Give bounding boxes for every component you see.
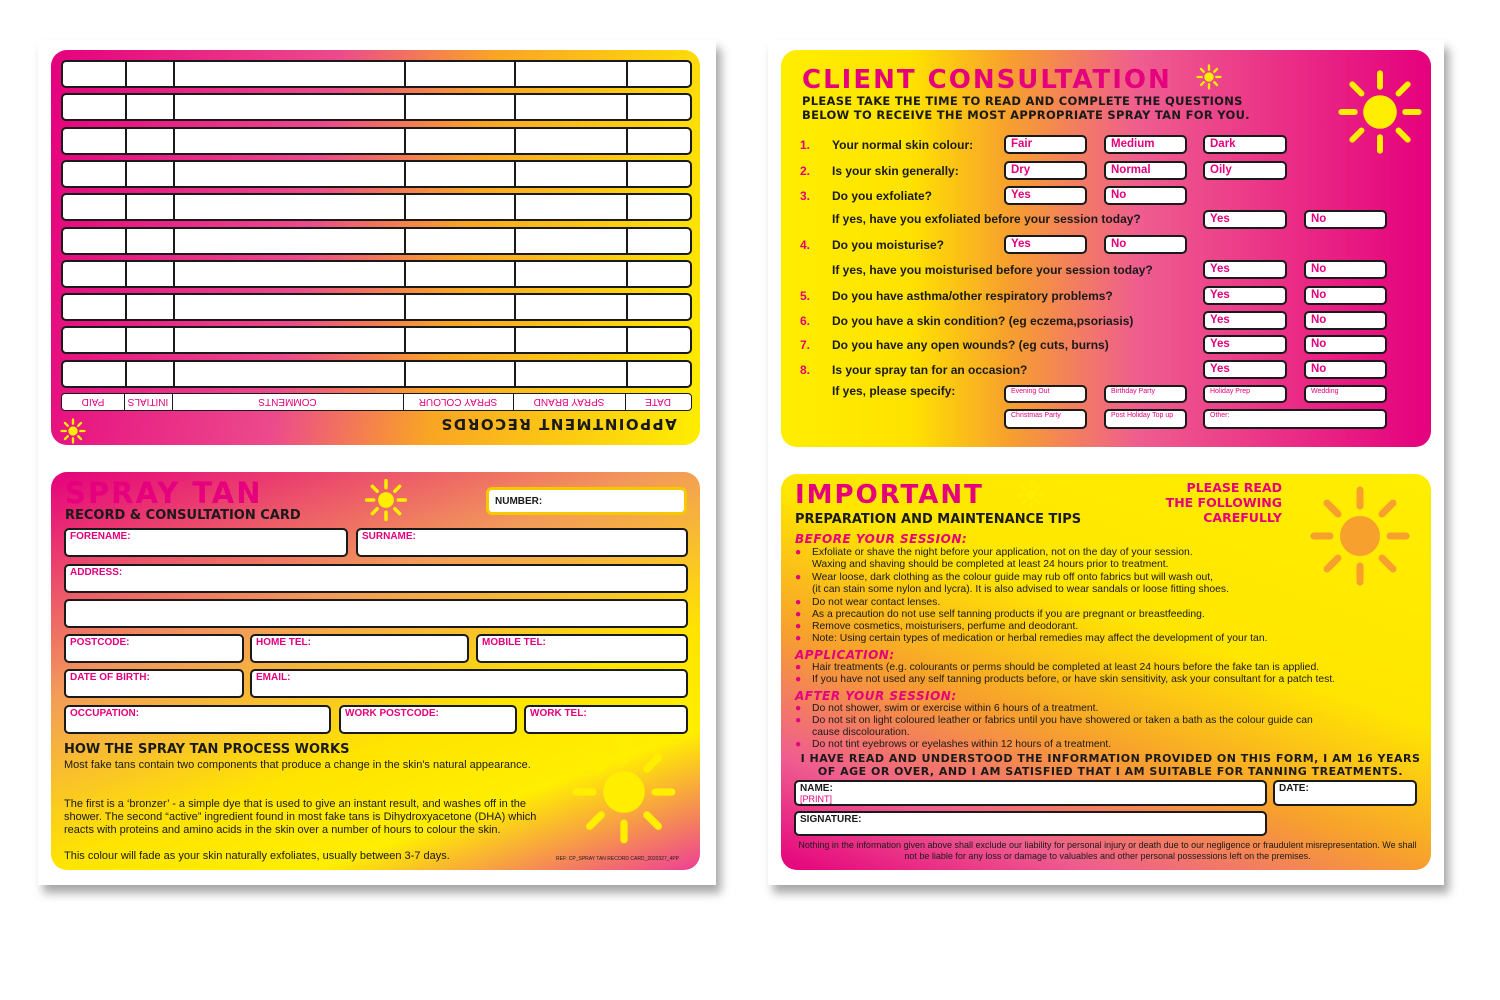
column-divider — [404, 195, 406, 219]
before-tip-1b-text: Waxing and shaving should be completed at least 24 hours prior to treatment. — [812, 559, 1169, 570]
occasion-post-holiday[interactable]: Post Holiday Top up — [1104, 409, 1187, 429]
column-divider — [125, 195, 127, 219]
column-divider — [404, 328, 406, 352]
column-divider — [404, 229, 406, 253]
column-divider — [404, 62, 406, 86]
sun-icon — [572, 740, 676, 844]
question-6-number: 6. — [800, 314, 811, 328]
after-tip-2b — [795, 727, 1415, 739]
occasion-evening-out[interactable]: Evening Out — [1004, 385, 1087, 403]
q7-no-option[interactable]: No — [1304, 335, 1387, 354]
before-session-heading: BEFORE YOUR SESSION: — [795, 532, 968, 546]
before-tip-2b-text: (it can stain some nylon and lycra). It is also advised to wear sandals or loose fitting shoes. — [812, 584, 1229, 595]
before-tip-6-text: Note: Using certain types of medication or herbal remedies may affect the development of your tan. — [812, 633, 1268, 644]
column-divider — [125, 129, 127, 153]
sun-icon — [1017, 481, 1045, 509]
postcode-field[interactable] — [64, 634, 244, 663]
name-print-field[interactable] — [794, 780, 1267, 806]
please-read-note — [1140, 480, 1282, 525]
q3b-yes-option[interactable]: Yes — [1203, 210, 1287, 229]
after-tip-2-text: Do not sit on light coloured leather or fabrics until you have showered or taken a bath as the colour guide can — [812, 715, 1313, 726]
header-spray-brand: SPRAY BRAND — [533, 396, 605, 408]
address-label: ADDRESS: — [70, 567, 123, 578]
home-tel-label: HOME TEL: — [256, 637, 311, 648]
after-tip-2b-text: cause discolouration. — [812, 727, 910, 738]
option-normal[interactable]: Normal — [1104, 161, 1187, 180]
column-divider — [173, 295, 175, 319]
email-field[interactable] — [250, 669, 688, 698]
date-field[interactable] — [1273, 780, 1417, 806]
column-divider — [173, 328, 175, 352]
before-tip-4-text: As a precaution do not use self tanning products if you are pregnant or breastfeeding. — [812, 609, 1205, 620]
column-divider — [514, 328, 516, 352]
question-6-text: Do you have a skin condition? (eg eczema,psoriasis) — [832, 314, 1134, 328]
mobile-tel-field[interactable] — [476, 634, 688, 663]
header-spray-colour: SPRAY COLOUR — [418, 396, 498, 408]
appointment-row[interactable] — [61, 60, 692, 88]
forename-field[interactable] — [64, 528, 348, 557]
occasion-birthday-party[interactable]: Birthday Party — [1104, 385, 1187, 403]
column-divider — [173, 162, 175, 186]
before-tip-2b — [795, 584, 1415, 596]
how-it-works-heading: HOW THE SPRAY TAN PROCESS WORKS — [64, 742, 350, 757]
important-title: IMPORTANT — [795, 480, 984, 510]
sun-icon — [60, 418, 86, 444]
appointment-row[interactable] — [61, 260, 692, 288]
question-4-text: Do you moisturise? — [832, 238, 945, 252]
work-tel-label: WORK TEL: — [530, 708, 587, 719]
appointment-row[interactable] — [61, 160, 692, 188]
column-divider — [173, 95, 175, 119]
occasion-christmas-party[interactable]: Christmas Party — [1004, 409, 1087, 429]
option-medium[interactable]: Medium — [1104, 135, 1187, 154]
please-read-line-3: CAREFULLY — [1203, 510, 1282, 525]
column-divider — [626, 362, 628, 386]
appointment-row[interactable] — [61, 93, 692, 121]
declaration — [798, 752, 1423, 778]
date-label: DATE: — [1279, 783, 1309, 794]
column-divider — [514, 162, 516, 186]
after-session-heading: AFTER YOUR SESSION: — [795, 689, 957, 703]
postcode-label: POSTCODE: — [70, 637, 130, 648]
column-divider — [626, 295, 628, 319]
column-divider — [125, 95, 127, 119]
consultation-instructions-1: PLEASE TAKE THE TIME TO READ AND COMPLETE THE QUESTIONS — [802, 94, 1243, 108]
column-divider — [626, 129, 628, 153]
name-label: NAME: — [800, 783, 833, 794]
column-divider — [404, 129, 406, 153]
q6-no-option[interactable]: No — [1304, 311, 1387, 330]
forename-label: FORENAME: — [70, 531, 131, 542]
sun-icon — [1310, 486, 1410, 586]
sun-icon — [364, 478, 408, 522]
occupation-field[interactable] — [64, 705, 331, 734]
column-divider — [514, 295, 516, 319]
header-date: DATE — [645, 396, 671, 408]
appointment-row[interactable] — [61, 127, 692, 155]
option-dry[interactable]: Dry — [1004, 161, 1087, 180]
column-divider — [173, 195, 175, 219]
q8-yes-option[interactable]: Yes — [1203, 360, 1287, 379]
column-divider — [404, 262, 406, 286]
reference-code: REF: CP_SPRAY TAN RECORD CARD_2020327_4PP — [556, 856, 680, 862]
column-divider — [173, 129, 175, 153]
date-of-birth-label: DATE OF BIRTH: — [70, 672, 150, 683]
q7-yes-option[interactable]: Yes — [1203, 335, 1287, 354]
q3-yes-option[interactable]: Yes — [1004, 186, 1087, 205]
question-7-number: 7. — [800, 338, 811, 352]
column-divider — [514, 262, 516, 286]
column-divider — [125, 62, 127, 86]
appointment-row[interactable] — [61, 293, 692, 321]
signature-label: SIGNATURE: — [800, 814, 862, 825]
column-divider — [626, 95, 628, 119]
column-divider — [514, 62, 516, 86]
column-divider — [125, 295, 127, 319]
how-it-works-paragraph-1: Most fake tans contain two components that produce a change in the skin's natural appearance. — [64, 759, 531, 771]
address-line-2-field[interactable] — [64, 599, 688, 628]
before-tip-3-text: Do not wear contact lenses. — [812, 597, 941, 608]
sun-icon — [1196, 64, 1222, 90]
question-3-text: Do you exfoliate? — [832, 189, 933, 203]
after-tip-3-text: Do not tint eyebrows or eyelashes within 12 hours of a treatment. — [812, 739, 1112, 750]
q4-yes-option[interactable]: Yes — [1004, 235, 1087, 254]
q4-no-option[interactable]: No — [1104, 235, 1187, 254]
column-divider — [404, 95, 406, 119]
after-tip-1-text: Do not shower, swim or exercise within 6 hours of a treatment. — [812, 703, 1099, 714]
declaration-line-2: OF AGE OR OVER, AND I AM SATISFIED THAT I AM SUITABLE FOR TANNING TREATMENTS. — [817, 765, 1404, 778]
column-divider — [173, 362, 175, 386]
appointment-header-row — [61, 393, 692, 411]
question-3b-text: If yes, have you exfoliated before your session today? — [832, 212, 1141, 226]
header-initials: INITIALS — [127, 396, 169, 408]
mobile-tel-label: MOBILE TEL: — [482, 637, 546, 648]
header-comments: COMMENTS — [258, 396, 317, 408]
q8-no-option[interactable]: No — [1304, 360, 1387, 379]
column-divider — [125, 262, 127, 286]
work-postcode-field[interactable] — [339, 705, 517, 734]
appointment-row[interactable] — [61, 326, 692, 354]
question-7-text: Do you have any open wounds? (eg cuts, burns) — [832, 338, 1109, 352]
application-tip-1-text: Hair treatments (e.g. colourants or perms should be completed at least 24 hours before the fake tan is applied. — [812, 662, 1320, 673]
sun-icon — [1338, 70, 1422, 154]
before-tip-2-text: Wear loose, dark clothing as the colour guide may rub off onto fabrics but will wash out, — [812, 572, 1214, 583]
application-heading: APPLICATION: — [795, 648, 895, 662]
before-tip-1-text: Exfoliate or shave the night before your application, not on the day of your session. — [812, 547, 1193, 558]
address-field[interactable] — [64, 564, 688, 593]
question-3-number: 3. — [800, 189, 811, 203]
q5-no-option[interactable]: No — [1304, 286, 1387, 305]
appointment-row[interactable] — [61, 193, 692, 221]
question-1-number: 1. — [800, 138, 811, 152]
client-consultation-title: CLIENT CONSULTATION — [802, 65, 1172, 95]
after-tip-1: ● Do not shower, swim or exercise within 6 hours of a treatment. — [795, 703, 1415, 715]
application-tip-2: ● If you have not used any self tanning products before, or have skin sensitivity, ask your consultant for a patch test. — [795, 674, 1415, 686]
q4b-no-option[interactable]: No — [1304, 260, 1387, 279]
column-divider — [173, 262, 175, 286]
consultation-instructions-2: BELOW TO RECEIVE THE MOST APPROPRIATE SPRAY TAN FOR YOU. — [802, 108, 1250, 122]
column-divider — [514, 95, 516, 119]
column-divider — [125, 229, 127, 253]
before-tip-6: ● Note: Using certain types of medication or herbal remedies may affect the development of your tan. — [795, 633, 1415, 645]
before-tip-4: ● As a precaution do not use self tanning products if you are pregnant or breastfeeding. — [795, 609, 1415, 621]
header-paid: PAID — [81, 396, 105, 408]
column-divider — [626, 262, 628, 286]
question-2-number: 2. — [800, 164, 811, 178]
question-4b-text: If yes, have you moisturised before your session today? — [832, 263, 1153, 277]
appointment-records-title: APPOINTMENT RECORDS — [440, 415, 677, 433]
occupation-label: OCCUPATION: — [70, 708, 140, 719]
column-divider — [404, 295, 406, 319]
date-of-birth-field[interactable] — [64, 669, 244, 698]
column-divider — [125, 328, 127, 352]
important-subtitle: PREPARATION AND MAINTENANCE TIPS — [795, 512, 1082, 527]
appointment-row[interactable] — [61, 227, 692, 255]
column-divider — [173, 229, 175, 253]
before-tip-3: ● Do not wear contact lenses. — [795, 597, 1415, 609]
column-divider — [514, 129, 516, 153]
column-divider — [626, 195, 628, 219]
spray-tan-title: SPRAY TAN — [65, 476, 263, 510]
occasion-wedding[interactable]: Wedding — [1304, 385, 1387, 403]
surname-field[interactable] — [356, 528, 688, 557]
email-label: EMAIL: — [256, 672, 291, 683]
option-dark[interactable]: Dark — [1203, 135, 1287, 154]
question-8b-text: If yes, please specify: — [832, 384, 956, 398]
before-tip-5-text: Remove cosmetics, moisturisers, perfume and deodorant. — [812, 621, 1079, 632]
q6-yes-option[interactable]: Yes — [1203, 311, 1287, 330]
column-divider — [514, 195, 516, 219]
number-field[interactable] — [486, 487, 687, 515]
question-4-number: 4. — [800, 238, 811, 252]
column-divider — [404, 362, 406, 386]
q4b-yes-option[interactable]: Yes — [1203, 260, 1287, 279]
column-divider — [125, 362, 127, 386]
after-tip-3: ● Do not tint eyebrows or eyelashes within 12 hours of a treatment. — [795, 739, 1415, 751]
appointment-row[interactable] — [61, 360, 692, 388]
occasion-other-field[interactable]: Other: — [1203, 409, 1387, 429]
column-divider — [626, 229, 628, 253]
before-tip-1: ● Exfoliate or shave the night before your application, not on the day of your session. — [795, 547, 1415, 559]
column-divider — [173, 62, 175, 86]
column-divider — [125, 162, 127, 186]
q3b-no-option[interactable]: No — [1304, 210, 1387, 229]
after-tip-2: ● Do not sit on light coloured leather or fabrics until you have showered or taken a bath as the colour guide can — [795, 715, 1415, 727]
question-8-number: 8. — [800, 363, 811, 377]
column-divider — [514, 229, 516, 253]
signature-field[interactable] — [794, 811, 1267, 836]
question-2-text: Is your skin generally: — [832, 164, 959, 178]
surname-label: SURNAME: — [362, 531, 416, 542]
liability-disclaimer: Nothing in the information given above shall exclude our liability for personal injury or death due to our negligence or fraudulent misrepresentation. We shall not be liable for any loss or damage to valuables and other personal possessions left on the premises. — [798, 840, 1417, 861]
q3-no-option[interactable]: No — [1104, 186, 1187, 205]
work-tel-field[interactable] — [524, 705, 688, 734]
record-card-subtitle: RECORD & CONSULTATION CARD — [65, 508, 301, 523]
column-divider — [404, 162, 406, 186]
application-tip-2-text: If you have not used any self tanning products before, or have skin sensitivity, ask your consultant for a patch test. — [812, 674, 1336, 685]
q5-yes-option[interactable]: Yes — [1203, 286, 1287, 305]
declaration-line-1: I HAVE READ AND UNDERSTOOD THE INFORMATION PROVIDED ON THIS FORM, I AM 16 YEARS — [800, 752, 1421, 765]
occasion-holiday-prep[interactable]: Holiday Prep — [1203, 385, 1287, 403]
question-8-text: Is your spray tan for an occasion? — [832, 363, 1028, 377]
please-read-line-1: PLEASE READ — [1186, 480, 1282, 495]
column-divider — [626, 328, 628, 352]
before-tip-5: ● Remove cosmetics, moisturisers, perfume and deodorant. — [795, 621, 1415, 633]
before-tip-1b — [795, 559, 1415, 571]
please-read-line-2: THE FOLLOWING — [1165, 495, 1282, 510]
work-postcode-label: WORK POSTCODE: — [345, 708, 439, 719]
column-divider — [514, 362, 516, 386]
option-oily[interactable]: Oily — [1203, 161, 1287, 180]
how-it-works-paragraph-2: The first is a ‘bronzer’ - a simple dye that is used to give an instant result, and washes off in the shower. The second “active” ingredient found in most fake tans is Dihydroxyacetone (DHA) which reacts with proteins and amino acids in the skin over a number of hours to colour the skin. — [64, 798, 537, 836]
question-5-text: Do you have asthma/other respiratory problems? — [832, 289, 1113, 303]
number-label: NUMBER: — [495, 496, 543, 507]
application-tip-1: ● Hair treatments (e.g. colourants or perms should be completed at least 24 hours before the fake tan is applied. — [795, 662, 1415, 674]
before-tip-2: ● Wear loose, dark clothing as the colour guide may rub off onto fabrics but will wash out, — [795, 572, 1415, 584]
question-5-number: 5. — [800, 289, 811, 303]
option-fair[interactable]: Fair — [1004, 135, 1087, 154]
print-label: [PRINT] — [800, 794, 833, 804]
column-divider — [626, 162, 628, 186]
column-divider — [626, 62, 628, 86]
how-it-works-paragraph-3: This colour will fade as your skin naturally exfoliates, usually between 3-7 days. — [64, 850, 450, 862]
home-tel-field[interactable] — [250, 634, 469, 663]
question-1-text: Your normal skin colour: — [832, 138, 974, 152]
